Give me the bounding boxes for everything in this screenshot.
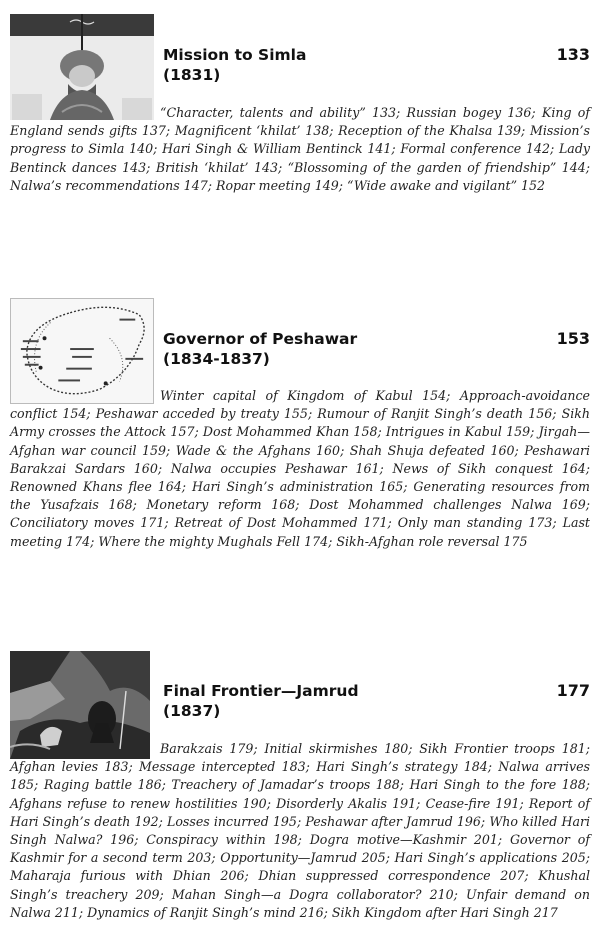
chapter-years: (1834-1837) [163, 350, 270, 368]
chapter-topics-text: Winter capital of Kingdom of Kabul 154; Approach-avoidance conflict 154; Peshawar acceded by treaty 155; Rumour of Ranjit Singh’s death 156; Sikh Army crosses the Attock 157; Dost Mohammed Khan 158; Intrigues in Kabul 159; Jirgah—Afghan war council 159; Wade & the Afghans 160; Shah Shuja defeated 160; Peshawari Barakzai Sardars 160; Nalwa occupies Peshawar 161; News of Sikh conquest 164; Renowned Khans flee 164; Hari Singh’s administration 165; Generating resources from the Yusafzais 168; Monetary reform 168; Dost Mohammed challenges Nalwa 169; Conciliatory moves 171; Retreat of Dost Mohammed 171; Only man standing 173; Last meeting 174; Where the mighty Mughals Fell 174; Sikh-Afghan role reversal 175 [10, 388, 590, 549]
chapter-topics-text: Barakzais 179; Initial skirmishes 180; Sikh Frontier troops 181; Afghan levies 183; Message intercepted 183; Hari Singh’s strategy 184; Nalwa arrives 185; Raging battle 186; Treachery of Jamadar’s troops 188; Hari Singh to the fore 188; Afghans refuse to renew hostilities 190; Disorderly Akalis 191; Cease-fire 191; Report of Hari Singh’s death 192; Losses incurred 195; Peshawar after Jamrud 196; Who killed Hari Singh Nalwa? 196; Conspiracy within 198; Dogra motive—Kashmir 201; Governor of Kashmir for a second term 203; Opportunity—Jamrud 205; Hari Singh’s applications 205; Maharaja furious with Dhian 206; Dhian suppressed correspondence 207; Khushal Singh’s treachery 209; Mahan Singh—a Dogra collaborator? 210; Unfair demand on Nalwa 211; Dynamics of Ranjit Singh’s mind 216; Sikh Kingdom after Hari Singh 217 [10, 741, 590, 920]
chapter-page-number: 153 [556, 329, 590, 348]
chapter-topics-text: “Character, talents and ability” 133; Russian bogey 136; King of England sends gifts 137; Magnificent ‘khilat’ 138; Reception of the Khalsa 139; Mission’s progress to Simla 140; Hari Singh & William Bentinck 141; Formal conference 142; Lady Bentinck dances 143; British ‘khilat’ 143; “Blossoming of the garden of friendship” 144; Nalwa’s recommendations 147; Ropar meeting 149; “Wide awake and vigilant” 152 [10, 105, 590, 193]
chapter-years: (1831) [163, 66, 221, 84]
chapter-title [163, 681, 359, 721]
chapter-topics [10, 104, 590, 195]
chapter-topics [10, 740, 590, 922]
chapter-title [163, 329, 357, 369]
chapter-page-number: 177 [556, 681, 590, 700]
chapter-page-number: 133 [556, 45, 590, 64]
chapter-years: (1837) [163, 702, 221, 720]
chapter-topics [10, 387, 590, 551]
chapter-title [163, 45, 306, 85]
chapter-title-line: Governor of Peshawar [163, 330, 358, 348]
chapter-title-line: Mission to Simla [163, 46, 307, 64]
chapter-title-line: Final Frontier—Jamrud [163, 682, 359, 700]
